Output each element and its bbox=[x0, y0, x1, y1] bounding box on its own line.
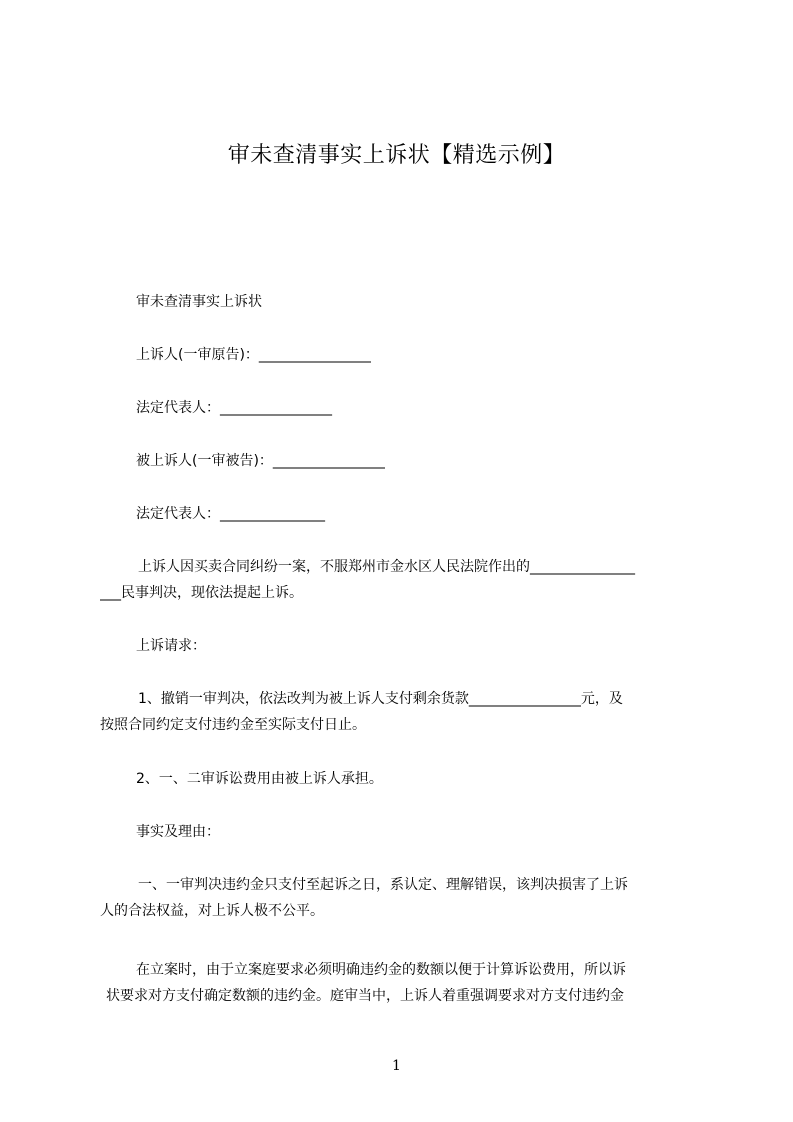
request-2-line: 2、一、二审诉讼费用由被上诉人承担。 bbox=[136, 771, 383, 787]
document-title: 审未查清事实上诉状【精选示例】 bbox=[227, 143, 566, 168]
subtitle-line: 审未查清事实上诉状 bbox=[136, 294, 262, 310]
appellee-line: 被上诉人(一审被告)：________________ bbox=[136, 453, 385, 469]
reason-1-line-2: 人的合法权益，对上诉人极不公平。 bbox=[100, 903, 324, 919]
filing-paragraph-line-2: 状要求对方支付确定数额的违约金。庭审当中，上诉人着重强调要求对方支付违约金 bbox=[106, 988, 624, 1004]
reason-1-line-1: 一、一审判决违约金只支付至起诉之日，系认定、理解错误，该判决损害了上诉 bbox=[138, 877, 628, 893]
appellant-line: 上诉人(一审原告)：________________ bbox=[136, 347, 371, 363]
page-number: 1 bbox=[392, 1058, 401, 1074]
case-intro-line-1: 上诉人因买卖合同纠纷一案，不服郑州市金水区人民法院作出的_______________ bbox=[138, 559, 635, 575]
request-1-line-1: 1、撤销一审判决，依法改判为被上诉人支付剩余货款________________元，及 bbox=[138, 691, 623, 707]
filing-paragraph-line-1: 在立案时，由于立案庭要求必须明确违约金的数额以便于计算诉讼费用，所以诉 bbox=[136, 962, 626, 978]
appellant-representative-line: 法定代表人：________________ bbox=[136, 400, 332, 416]
request-1-line-2: 按照合同约定支付违约金至实际支付日止。 bbox=[100, 717, 366, 733]
facts-reasons-heading: 事实及理由： bbox=[136, 824, 220, 840]
appeal-requests-heading: 上诉请求： bbox=[136, 638, 206, 654]
appellee-representative-line: 法定代表人：_______________ bbox=[136, 506, 325, 522]
case-intro-line-2: ___民事判决，现依法提起上诉。 bbox=[100, 585, 303, 601]
